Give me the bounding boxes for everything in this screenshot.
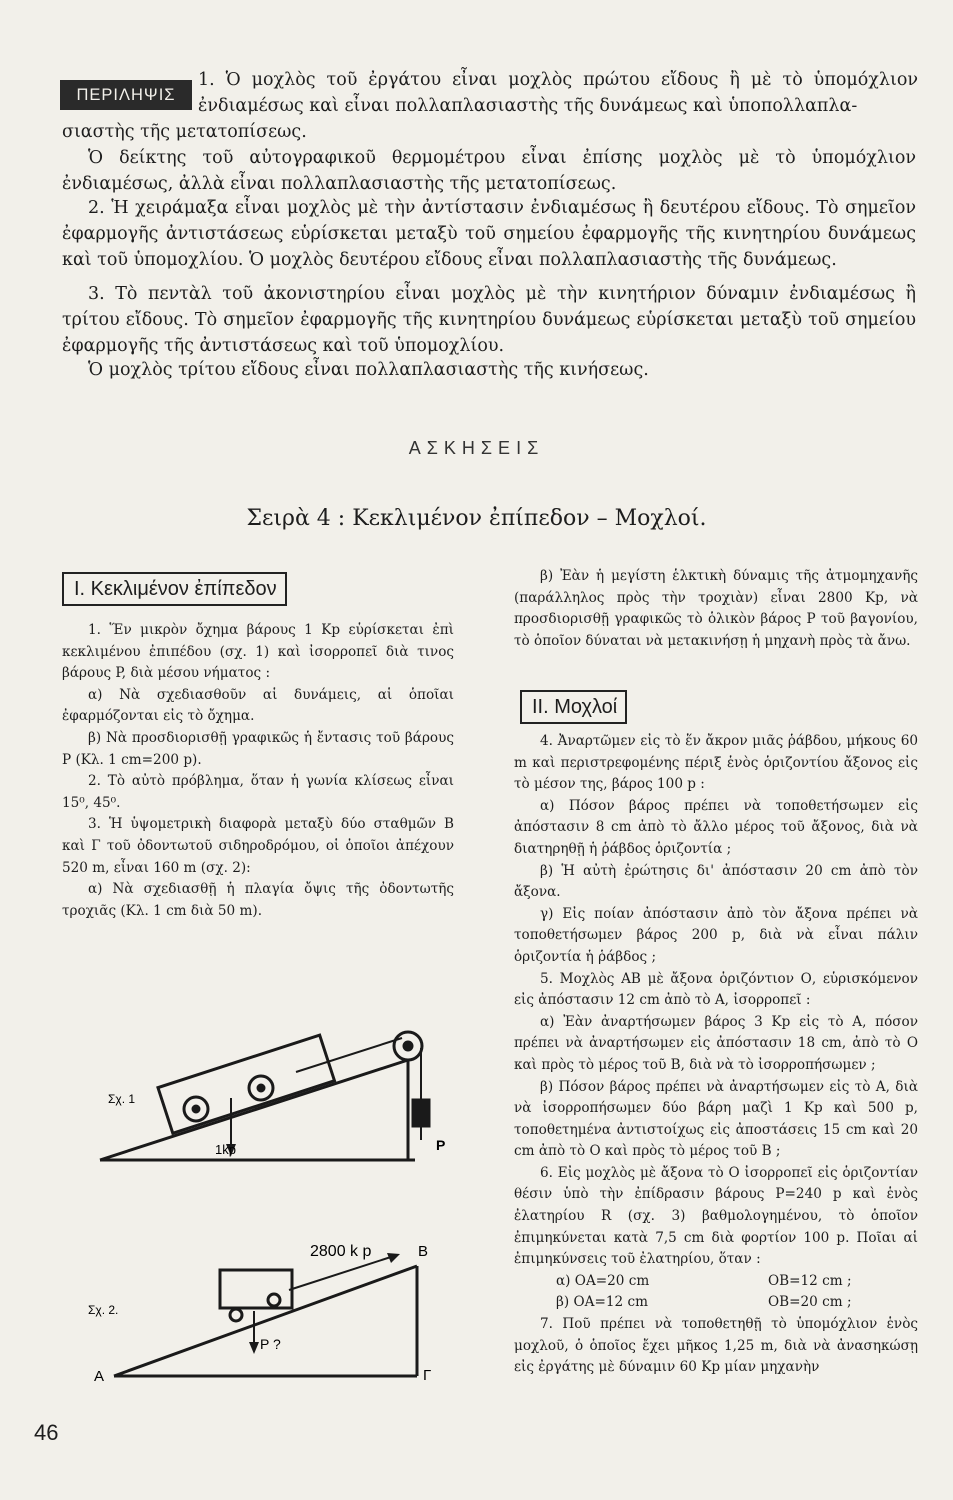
summary-p3: 3. Τὸ πεντὰλ τοῦ ἀκονιστηρίου εἶναι μοχλὸς μὲ τὴν κινητήριον δύναμιν ἐνδιαμέσως ἢ τρίτου εἴδους. Τὸ σημεῖον ἐφαρμογῆς τῆς κινητηρίου δυνάμεως εὑρίσκεται μεταξὺ τοῦ σημείου ἐφαρμογῆς τῆς ἀντιστάσεως καὶ τοῦ ὑπομοχλίου. — [62, 284, 916, 356]
exercise-3: 3. Ἡ ὑψομετρικὴ διαφορὰ μεταξὺ δύο σταθμῶν Β καὶ Γ τοῦ ὀδοντωτοῦ σιδηροδρόμου, οἱ ὁποῖοι ἀπέχουν 520 m, εἶναι 160 m (σχ. 2): — [62, 816, 454, 876]
exercise-2: 2. Τὸ αὐτὸ πρόβλημα, ὅταν ἡ γωνία κλίσεως εἶναι 15⁰, 45⁰. — [62, 773, 454, 811]
exercise-5b: β) Πόσον βάρος πρέπει νὰ ἀναρτήσωμεν εἰς τὸ Α, διὰ νὰ ἰσορροπήσωμεν δύο βάρη μαζὶ 1 Kp καὶ 500 p, τοποθετημένα ἀντιστοίχως εἰς ἀποστάσεις 15 cm καὶ 20 cm ἀπὸ τὸ Ο καὶ πρὸς τὸ μέρος τοῦ Β ; — [514, 1078, 918, 1160]
fig1-cart-body — [158, 1035, 335, 1133]
summary-badge: ΠΕΡΙΛΗΨΙΣ — [60, 80, 192, 110]
right-column — [514, 731, 918, 1379]
fig1-weight-label: 1kp — [215, 1142, 236, 1157]
fig2-a-label: A — [94, 1368, 105, 1385]
section-inclined-plane-heading: Ι. Κεκλιμένον ἐπίπεδον — [62, 572, 287, 606]
fig2-g-label: Γ — [423, 1367, 432, 1384]
fig1-p-label: P — [436, 1137, 446, 1153]
fig2-force-label: 2800 k p — [310, 1243, 372, 1260]
exercise-3a: α) Νὰ σχεδιασθῇ ἡ πλαγία ὄψις τῆς ὀδοντωτῆς τροχιᾶς (Κλ. 1 cm διὰ 50 m). — [62, 881, 454, 919]
fig1-incline-line — [100, 1060, 408, 1160]
series-title: Σειρὰ 4 : Κεκλιμένον ἐπίπεδον – Μοχλοί. — [246, 506, 707, 531]
exercise-6b-left: β) ΟΑ=12 cm — [556, 1294, 648, 1311]
section-levers-heading: ΙΙ. Μοχλοί — [520, 690, 627, 724]
summary-p3b: Ὁ μοχλὸς τρίτου εἴδους εἶναι πολλαπλασιαστὴς τῆς κινήσεως. — [88, 360, 649, 380]
exercise-4b: β) Ἡ αὐτὴ ἐρώτησις δι' ἀπόστασιν 20 cm ἀπὸ τὸν ἄξονα. — [514, 862, 918, 901]
fig2-wheel-left — [230, 1309, 242, 1321]
fig1-label: Σχ. 1 — [108, 1092, 136, 1106]
exercise-6b-right: ΟΒ=20 cm ; — [768, 1294, 852, 1311]
fig2-wheel-right — [268, 1294, 280, 1306]
exercise-4: 4. Ἀναρτῶμεν εἰς τὸ ἕν ἄκρον μιᾶς ῥάβδου, μήκους 60 m καὶ περιστρεφομένης πέριξ ἑνὸς ὁριζοντίου ἄξονος εἰς τὸ μέσον της, βάρος 100 p : — [514, 733, 918, 793]
exercise-4c: γ) Εἰς ποίαν ἀπόστασιν ἀπὸ τὸν ἄξονα πρέπει νὰ τοποθετήσωμεν βάρος 200 p, διὰ νὰ εἶναι πάλιν ὁριζοντία ἡ ῥάβδος ; — [514, 905, 918, 965]
exercise-6: 6. Εἰς μοχλὸς μὲ ἄξονα τὸ Ο ἰσορροπεῖ εἰς ὁριζοντίαν θέσιν ὑπὸ τὴν ἐπίδρασιν βάρους P=240 p καὶ ἑνὸς ἐλατηρίου R (σχ. 3) βαθμολογημένου, τὸ ὁποῖον ἐπιμηκύνεται κατὰ 7,5 cm διὰ φορτίον 100 p. Ποῖαι αἱ ἐπιμηκύνσεις τοῦ ἐλατηρίου, ὅταν : — [514, 1164, 918, 1268]
exercise-4a: α) Πόσον βάρος πρέπει νὰ τοποθετήσωμεν εἰς ἀπόστασιν 8 cm ἀπὸ τὸ ἄλλο μέρος τοῦ ἄξονος, διὰ νὰ διατηρηθῇ ἡ ῥάβδος ὁριζοντία ; — [514, 797, 918, 857]
fig2-b-label: B — [418, 1243, 429, 1260]
exercises-heading: ΑΣΚΗΣΕΙΣ — [408, 438, 545, 458]
fig2-wagon-body — [220, 1270, 292, 1308]
page-number: 46 — [34, 1420, 59, 1445]
fig2-p-label: P ? — [260, 1336, 281, 1352]
summary-p1b: Ὁ δείκτης τοῦ αὐτογραφικοῦ θερμομέτρου εἶναι ἐπίσης μοχλὸς μὲ τὸ ὑπομόχλιον ἐνδιαμέσως, ἀλλὰ εἶναι πολλαπλασιαστὴς τῆς μετατοπίσεως. — [62, 148, 916, 194]
exercise-3b: β) Ἐὰν ἡ μεγίστη ἑλκτικὴ δύναμις τῆς ἀτμομηχανῆς (παράλληλος πρὸς τὴν τροχιὰν) εἶναι 2800 Kp, νὰ προσδιορισθῇ γραφικῶς τὸ ὁλικὸν βάρος P τοῦ βαγονίου, τὸ ὁποῖον δύναται νὰ μετακινήσῃ ἡ μηχανὴ πρὸς τὰ ἄνω. — [514, 568, 918, 649]
exercise-5a: α) Ἐὰν ἀναρτήσωμεν βάρος 3 Kp εἰς τὸ Α, πόσον πρέπει νὰ ἀναρτήσωμεν εἰς ἀπόστασιν 18 cm, ἀπὸ τὸ Ο καὶ πρὸς τὸ μέρος τοῦ Β, διὰ νὰ τὸ ἰσορροπήσωμεν ; — [514, 1013, 918, 1073]
figure-2-rack-railway — [84, 1236, 464, 1386]
exercise-6a-right: ΟΒ=12 cm ; — [768, 1272, 852, 1289]
exercise-1b: β) Νὰ προσδιορισθῇ γραφικῶς ἡ ἔντασις τοῦ βάρους P (Κλ. 1 cm=200 p). — [62, 729, 454, 768]
exercise-1a: α) Νὰ σχεδιασθοῦν αἱ δυνάμεις, αἱ ὁποῖαι ἐφαρμόζονται εἰς τὸ ὄχημα. — [62, 686, 454, 725]
right-column-top — [514, 566, 918, 652]
exercise-6b-row — [514, 1292, 918, 1314]
exercise-1: 1. Ἕν μικρὸν ὄχημα βάρους 1 Kp εὑρίσκεται ἐπὶ κεκλιμένου ἐπιπέδου (σχ. 1) καὶ ἰσορροπεῖ διὰ τινος βάρους P, διὰ μέσου νήματος : — [62, 622, 454, 682]
figure-1-inclined-plane — [90, 1000, 460, 1175]
fig2-incline-line — [114, 1266, 417, 1376]
fig1-weight-block — [413, 1100, 429, 1126]
fig2-label: Σχ. 2. — [88, 1303, 119, 1317]
fig2-force-arrow — [289, 1256, 394, 1290]
exercise-6a-row — [514, 1271, 918, 1293]
exercise-5: 5. Μοχλὸς ΑΒ μὲ ἄξονα ὁριζόντιον Ο, εὑρισκόμενον εἰς ἀπόστασιν 12 cm ἀπὸ τὸ Α, ἰσορροπεῖ : — [514, 970, 918, 1009]
exercise-7: 7. Ποῦ πρέπει νὰ τοποθετηθῇ τὸ ὑπομόχλιον ἑνὸς μοχλοῦ, ὁ ὁποῖος ἔχει μῆκος 1,25 m, διὰ νὰ ἀνασηκώσῃ εἰς ἐργάτης μὲ δύναμιν 60 Kp μίαν μηχανὴν — [514, 1316, 918, 1376]
summary-p1-rest: σιαστὴς τῆς μετατοπίσεως. — [62, 122, 307, 142]
exercise-6a-left: α) ΟΑ=20 cm — [556, 1272, 650, 1289]
summary-p2: 2. Ἡ χειράμαξα εἶναι μοχλὸς μὲ τὴν ἀντίστασιν ἐνδιαμέσως ἢ δευτέρου εἴδους. Τὸ σημεῖον ἐφαρμογῆς ἀντιστάσεως εὑρίσκεται μεταξὺ τοῦ σημείου ἐφαρμογῆς τῆς κινητηρίου δυνάμεως καὶ τοῦ ὑπομοχλίου. Ὁ μοχλὸς δευτέρου εἴδους εἶναι πολλαπλασιαστὴς τῆς δυνάμεως. — [62, 198, 916, 270]
left-column — [62, 620, 454, 922]
summary-p1-first: 1. Ὁ μοχλὸς τοῦ ἐργάτου εἶναι μοχλὸς πρώτου εἴδους ἢ μὲ τὸ ὑπομόχλιον ἐνδιαμέσως καὶ εἶναι πολλαπλασιαστὴς τῆς δυνάμεως καὶ ὑποπολλαπλα- — [198, 70, 918, 116]
